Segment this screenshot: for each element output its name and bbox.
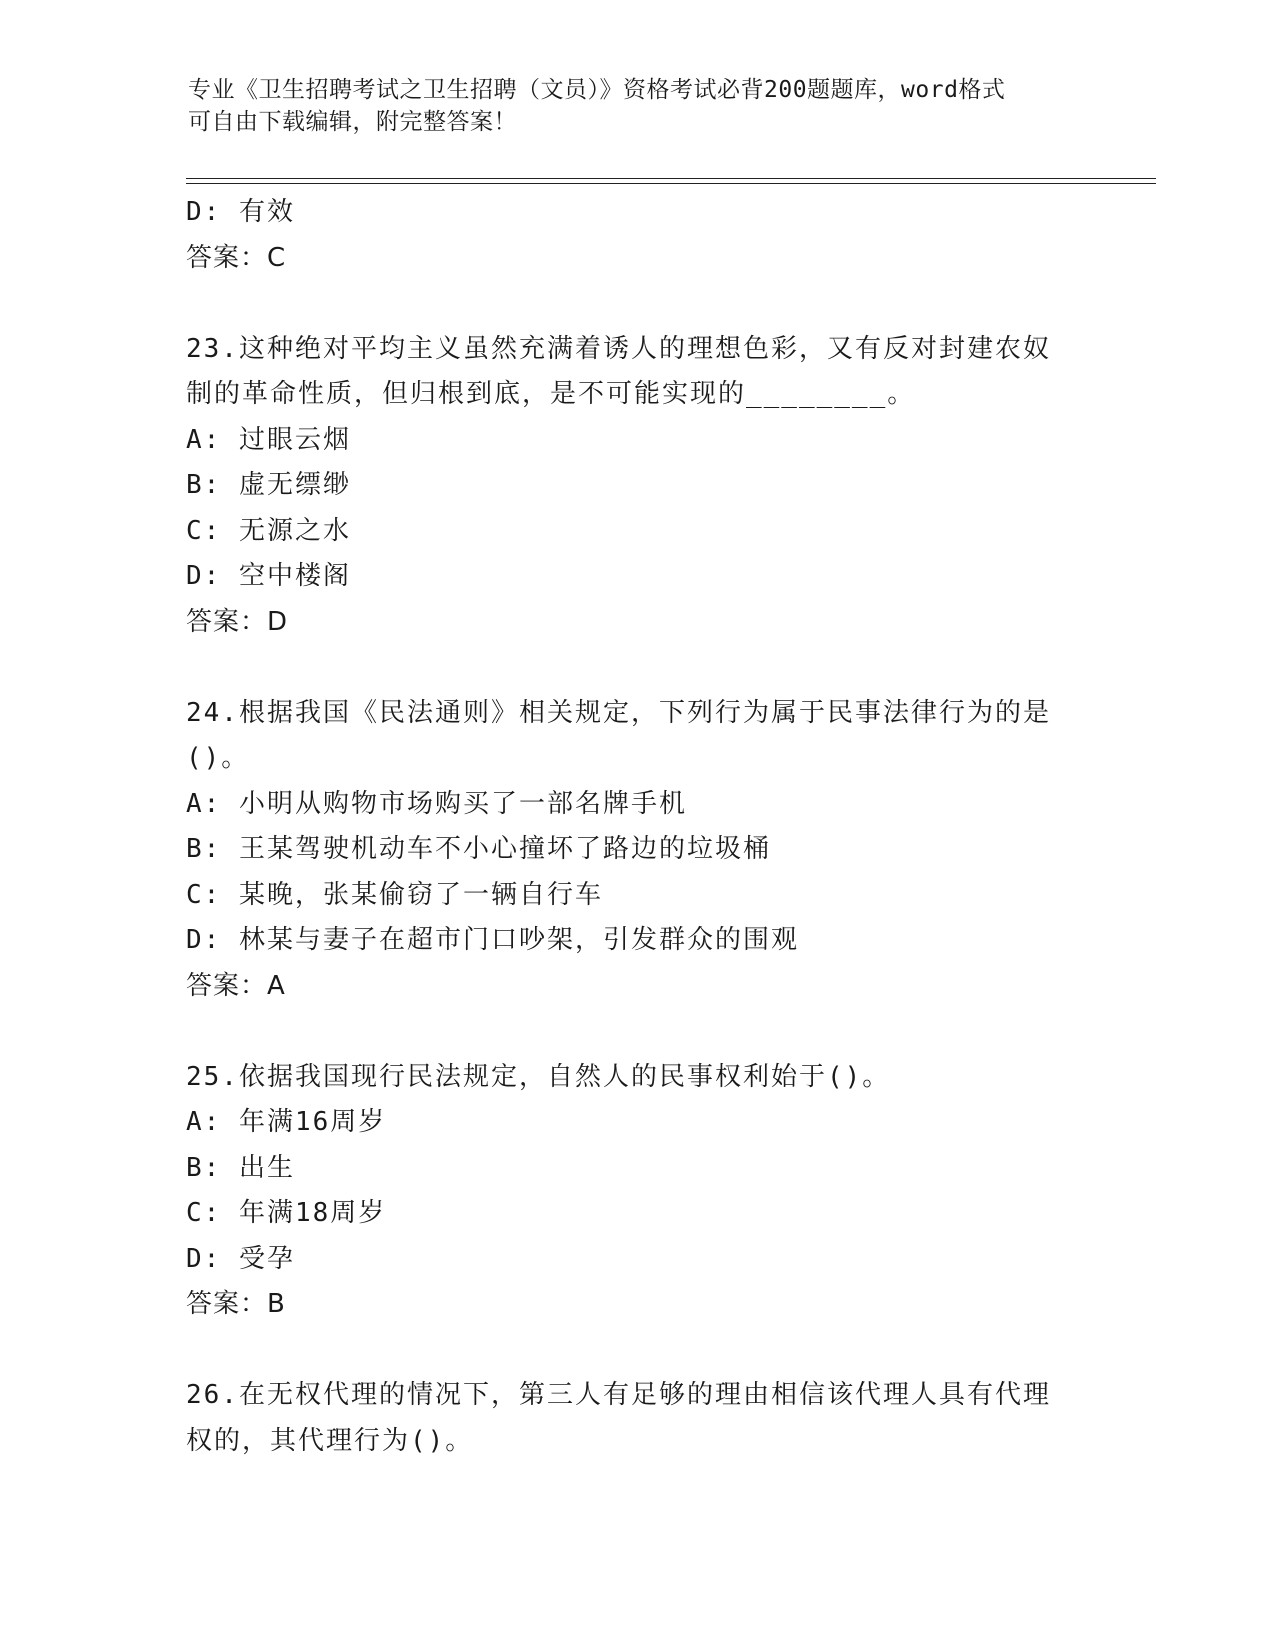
option-c: C: 某晚，张某偷窃了一辆自行车	[186, 879, 603, 910]
question-25	[186, 1055, 1086, 1328]
answer-line: 答案：A	[186, 970, 286, 1001]
spacer	[186, 1328, 1086, 1374]
document-header	[188, 74, 1088, 138]
option-c: C: 年满18周岁	[186, 1198, 387, 1228]
option-a: A: 年满16周岁	[186, 1107, 387, 1137]
question-stem-continued: 制的革命性质，但归根到底，是不可能实现的________。	[186, 379, 916, 409]
header-divider-bottom	[186, 183, 1156, 184]
option-d: D: 空中楼阁	[186, 561, 351, 591]
spacer	[186, 645, 1086, 691]
question-stem: 26.在无权代理的情况下，第三人有足够的理由相信该代理人具有代理	[186, 1380, 1051, 1410]
spacer	[186, 281, 1086, 327]
option-d: D: 受孕	[186, 1243, 295, 1274]
question-26	[186, 1373, 1086, 1464]
answer-line: 答案：C	[186, 242, 287, 273]
option-b: B: 出生	[186, 1152, 295, 1183]
option-b: B: 虚无缥缈	[186, 470, 351, 500]
header-divider-top	[186, 178, 1156, 179]
header-line-2: 可自由下载编辑，附完整答案！	[188, 109, 517, 135]
option-d: D: 林某与妻子在超市门口吵架，引发群众的围观	[186, 925, 799, 955]
answer-line: 答案：B	[186, 1289, 286, 1319]
question-stem-continued: 权的，其代理行为()。	[186, 1425, 474, 1456]
option-d: D: 有效	[186, 197, 295, 227]
option-a: A: 过眼云烟	[186, 424, 351, 455]
question-stem-continued: ()。	[186, 743, 250, 773]
spacer	[186, 1009, 1086, 1055]
question-23	[186, 327, 1086, 646]
question-stem: 23.这种绝对平均主义虽然充满着诱人的理想色彩，又有反对封建农奴	[186, 333, 1051, 364]
question-list	[186, 190, 1086, 1464]
answer-line: 答案：D	[186, 606, 289, 637]
option-a: A: 小明从购物市场购买了一部名牌手机	[186, 788, 687, 819]
header-line-1: 专业《卫生招聘考试之卫生招聘（文员）》资格考试必背200题题库，word格式	[188, 77, 1006, 103]
question-stem: 24.根据我国《民法通则》相关规定，下列行为属于民事法律行为的是	[186, 697, 1051, 728]
option-c: C: 无源之水	[186, 515, 351, 546]
question-24	[186, 691, 1086, 1010]
question-stem: 25.依据我国现行民法规定，自然人的民事权利始于()。	[186, 1061, 891, 1092]
option-b: B: 王某驾驶机动车不小心撞坏了路边的垃圾桶	[186, 834, 771, 864]
